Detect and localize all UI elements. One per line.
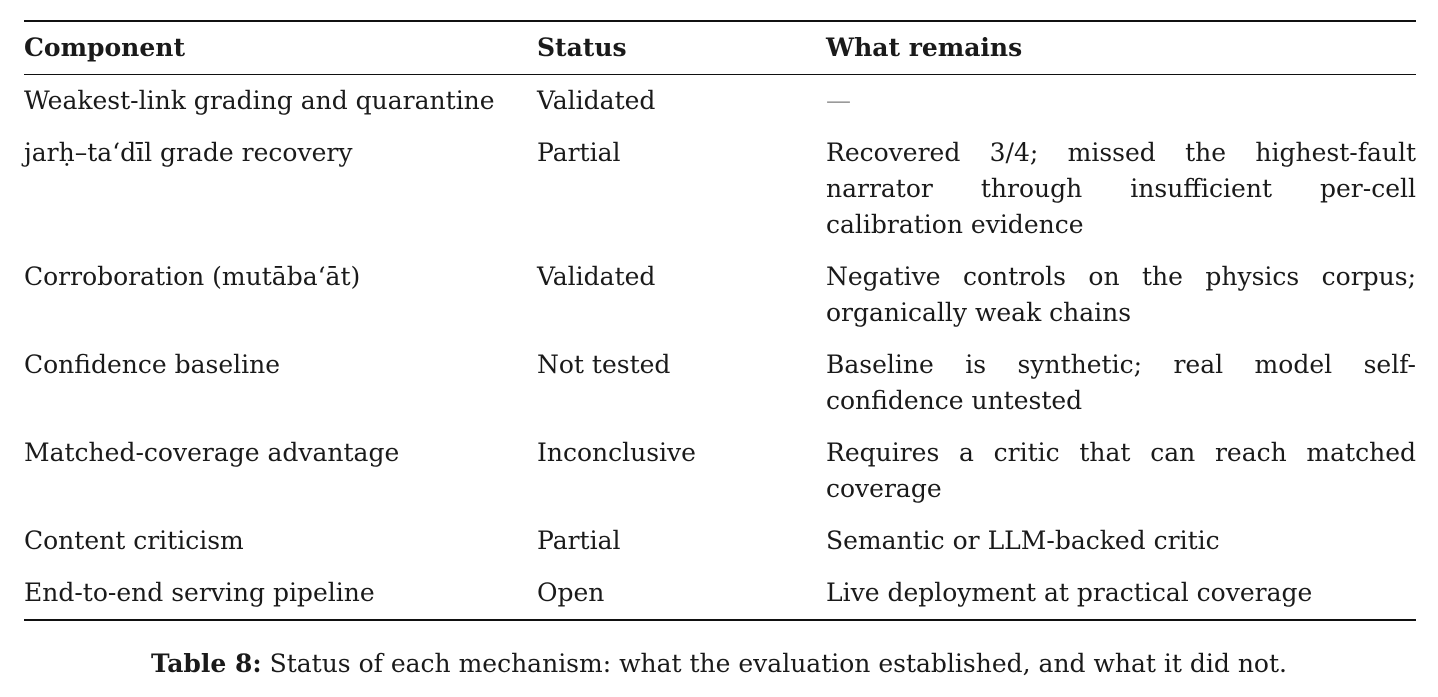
cell-component: Content criticism <box>24 526 244 555</box>
cell-component: Matched-coverage advantage <box>24 438 400 467</box>
table-row <box>24 339 1416 427</box>
header-status: Status <box>537 33 627 62</box>
table-header-row <box>24 21 1416 75</box>
table-row <box>24 127 1416 251</box>
status-table <box>24 20 1416 621</box>
header-component: Component <box>24 33 185 62</box>
cell-status: Validated <box>537 262 656 291</box>
caption-label: Table 8: <box>151 649 262 678</box>
cell-what-remains: Recovered 3/4; missed the highest-fault narrator through insufficient per-cell calibration evidence <box>826 138 1416 239</box>
table-row <box>24 427 1416 515</box>
caption-text: Status of each mechanism: what the evaluation established, and what it did not. <box>269 649 1287 678</box>
header-what-remains: What remains <box>826 33 1023 62</box>
cell-component: Weakest-link grading and quarantine <box>24 86 495 115</box>
table-row <box>24 567 1416 620</box>
cell-status: Inconclusive <box>537 438 696 467</box>
cell-status: Partial <box>537 526 621 555</box>
cell-component: jarḥ–ta‘dīl grade recovery <box>24 138 353 167</box>
cell-what-remains: — <box>826 86 851 115</box>
table-row <box>24 515 1416 567</box>
cell-what-remains: Baseline is synthetic; real model self-confidence untested <box>826 350 1416 415</box>
table-row <box>24 251 1416 339</box>
cell-status: Validated <box>537 86 656 115</box>
cell-what-remains: Requires a critic that can reach matched coverage <box>826 438 1416 503</box>
cell-what-remains: Live deployment at practical coverage <box>826 578 1313 607</box>
cell-status: Open <box>537 578 605 607</box>
cell-what-remains: Semantic or LLM-backed critic <box>826 526 1220 555</box>
cell-component: End-to-end serving pipeline <box>24 578 375 607</box>
table-caption <box>0 646 1438 682</box>
cell-component: Corroboration (mutāba‘āt) <box>24 262 361 291</box>
table-row <box>24 75 1416 128</box>
cell-status: Not tested <box>537 350 671 379</box>
cell-what-remains: Negative controls on the physics corpus; organically weak chains <box>826 262 1416 327</box>
cell-status: Partial <box>537 138 621 167</box>
cell-component: Confidence baseline <box>24 350 281 379</box>
